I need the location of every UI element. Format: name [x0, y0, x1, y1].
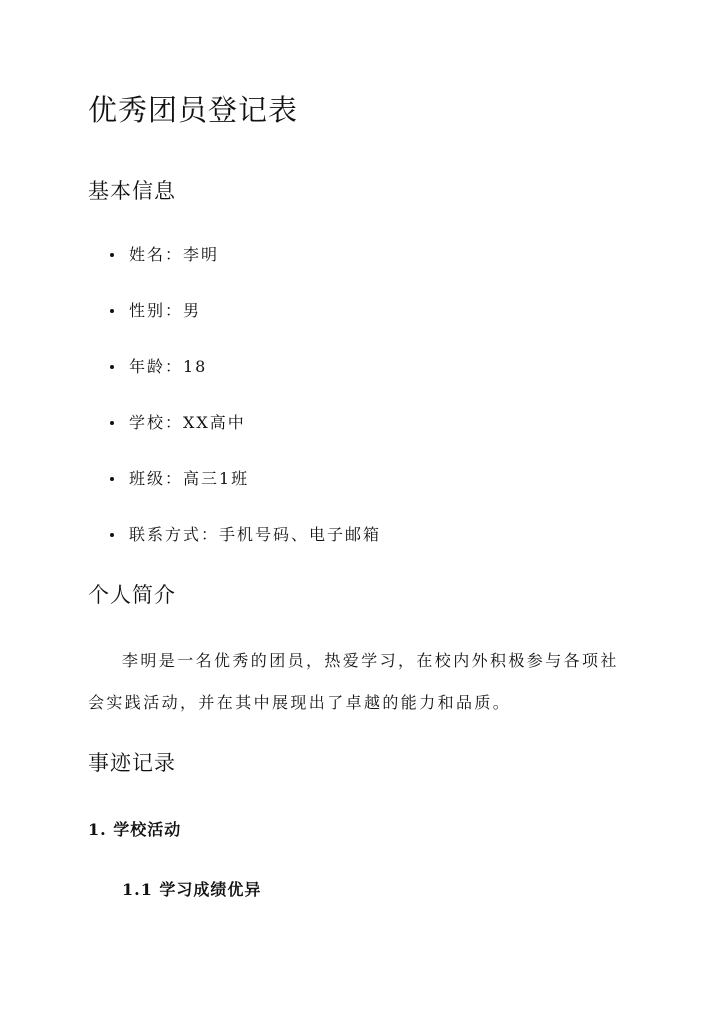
bullet-icon — [110, 477, 114, 481]
intro-paragraph-line-1: 李明是一名优秀的团员，热爱学习，在校内外积极参与各项社 — [122, 651, 619, 670]
bullet-icon — [110, 365, 114, 369]
list-item — [110, 242, 219, 265]
bullet-icon — [110, 533, 114, 537]
list-item-text: 学校：XX高中 — [129, 413, 246, 432]
list-item — [110, 298, 201, 321]
bullet-icon — [110, 253, 114, 257]
section-heading-basic-info: 基本信息 — [88, 179, 176, 203]
intro-paragraph-line-2: 会实践活动，并在其中展现出了卓越的能力和品质。 — [88, 693, 512, 712]
list-item — [110, 466, 249, 489]
list-item — [110, 522, 381, 545]
section-heading-intro: 个人简介 — [88, 583, 176, 607]
subsection-heading-school-activities: 1. 学校活动 — [88, 820, 182, 839]
list-item-text: 性别：男 — [129, 301, 202, 320]
list-item-text: 姓名：李明 — [129, 245, 220, 264]
list-item-text: 联系方式：手机号码、电子邮箱 — [129, 525, 382, 544]
section-heading-deeds: 事迹记录 — [88, 751, 176, 775]
bullet-icon — [110, 309, 114, 313]
list-item — [110, 354, 207, 377]
document-title: 优秀团员登记表 — [88, 93, 299, 127]
list-item-text: 班级：高三1班 — [129, 469, 250, 488]
bullet-icon — [110, 421, 114, 425]
list-item — [110, 410, 246, 433]
subsection-heading-academic-excellence: 1.1 学习成绩优异 — [122, 880, 262, 899]
list-item-text: 年龄：18 — [129, 357, 208, 376]
